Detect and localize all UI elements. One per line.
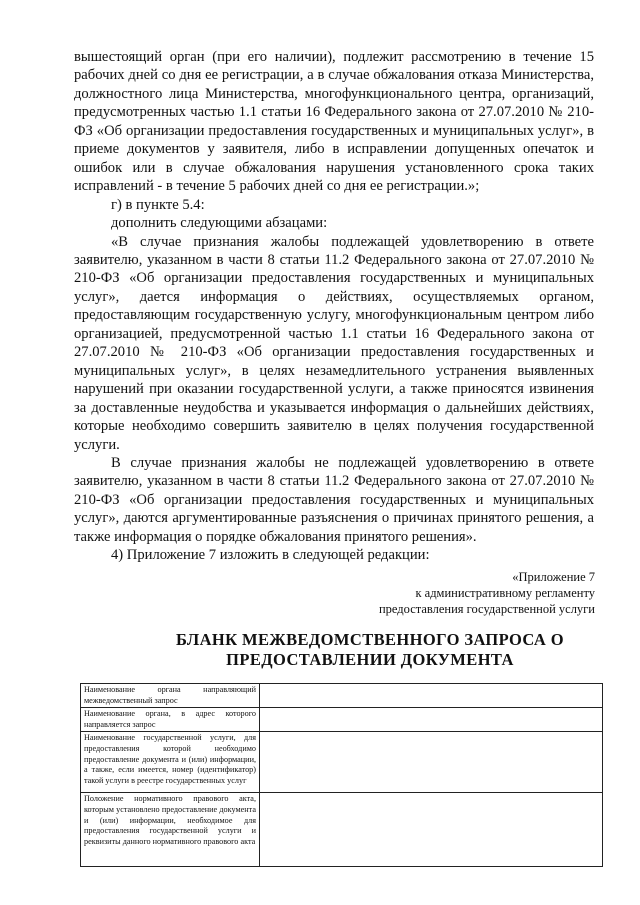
table-cell-value xyxy=(260,684,603,708)
appendix-reference xyxy=(295,569,595,618)
appendix-ref-line: «Приложение 7 xyxy=(512,570,595,584)
table-cell-label xyxy=(81,684,260,708)
table-row xyxy=(81,793,603,867)
row-label: Положение нормативного правового акта, которым установлено предоставление документа и (или) информации, необходимое для предоставления государственной услуги и реквизиты данного нормативного правового акта xyxy=(84,794,256,846)
table-cell-value xyxy=(260,732,603,793)
appendix-ref-line: к административному регламенту xyxy=(415,586,595,601)
row-label: Наименование государственной услуги, для предоставления которой необходимо предоставление документа и (или) информации, а также, если имеется, номер (идентификатор) такой услуги в реестре государственных услуг xyxy=(84,733,256,785)
table-cell-label xyxy=(81,732,260,793)
table-row xyxy=(81,732,603,793)
body-text xyxy=(74,48,594,565)
table-row xyxy=(81,708,603,732)
table-cell-label xyxy=(81,793,260,867)
form-title-line: БЛАНК МЕЖВЕДОМСТВЕННОГО ЗАПРОСА О xyxy=(175,630,564,649)
row-label: Наименование органа направляющий межведомственный запрос xyxy=(84,685,256,705)
row-label: Наименование органа, в адрес которого направляется запрос xyxy=(84,709,256,729)
paragraph-item-g: г) в пункте 5.4: xyxy=(111,196,205,213)
form-title xyxy=(150,630,590,670)
paragraph-add-clauses: дополнить следующими абзацами: xyxy=(111,215,328,232)
table-cell-value xyxy=(260,793,603,867)
paragraph-appendix-7: 4) Приложение 7 изложить в следующей редакции: xyxy=(111,547,430,564)
table-cell-value xyxy=(260,708,603,732)
request-form-table xyxy=(80,683,603,867)
paragraph-continuation: вышестоящий орган (при его наличии), подлежит рассмотрению в течение 15 рабочих дней со дня ее регистрации, а в случае обжалования отказа Министерства, должностного лица Министерства, многофункционального центра, организаций, предусмотренных частью 1.1 статьи 16 Федерального закона от 27.07.2010 № 210-ФЗ «Об организации предоставления государственных и муниципальных услуг», в приеме документов у заявителя, либо в исправлении допущенных опечаток и ошибок или в случае обжалования нарушения установленного срока таких исправлений - в течение 5 рабочих дней со дня ее регистрации.»; xyxy=(74,49,594,195)
paragraph-complaint-satisfied: «В случае признания жалобы подлежащей удовлетворению в ответе заявителю, указанном в части 8 статьи 11.2 Федерального закона от 27.07.2010 № 210-ФЗ «Об организации предоставления государственных и муниципальных услуг», дается информация о действиях, осуществляемых органом, предоставляющим государственную услугу, многофункциональным центром либо организацией, предусмотренной частью 1.1 статьи 16 Федерального закона от 27.07.2010 № 210-ФЗ «Об организации предоставления государственных и муниципальных услуг», в целях незамедлительного устранения выявленных нарушений при оказании государственной услуги, а также приносятся извинения за доставленные неудобства и указывается информация о дальнейших действиях, которые необходимо совершить заявителю в целях получения государственной услуги. xyxy=(74,233,594,453)
table-row xyxy=(81,684,603,708)
table-cell-label xyxy=(81,708,260,732)
form-title-line: ПРЕДОСТАВЛЕНИИ ДОКУМЕНТА xyxy=(226,650,514,669)
paragraph-complaint-rejected: В случае признания жалобы не подлежащей удовлетворению в ответе заявителю, указанном в части 8 статьи 11.2 Федерального закона от 27.07.2010 № 210-ФЗ «Об организации предоставления государственных и муниципальных услуг», даются аргументированные разъяснения о причинах принятого решения, а также информация о порядке обжалования принятого решения». xyxy=(74,454,594,545)
appendix-ref-line: предоставления государственной услуги xyxy=(378,602,595,617)
